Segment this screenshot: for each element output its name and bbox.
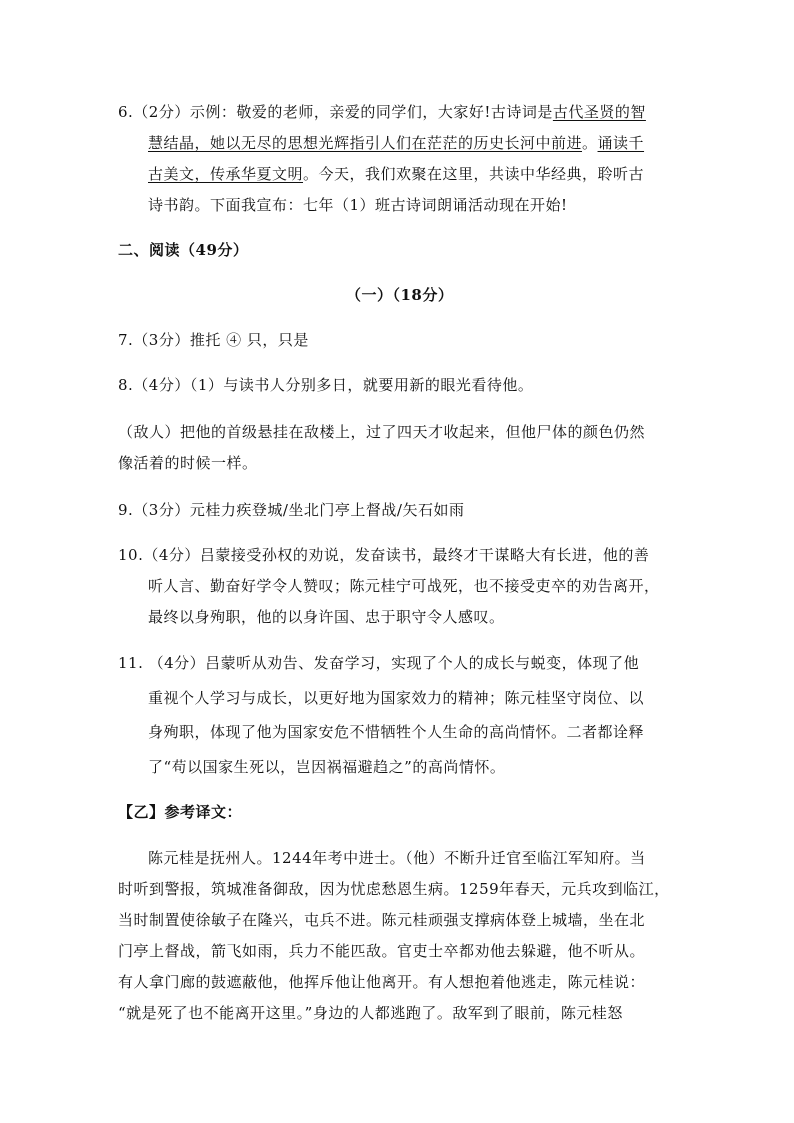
q7-answer: 7.（3分）推托 ④ 只，只是 [118,331,309,349]
q6-underlined-text: 古美文，传承华夏文明 [148,165,304,183]
yi-line: 有人拿门廊的鼓遮蔽他，他挥斥他让他离开。有人想抱着他逃走，陈元桂说： [118,973,646,991]
q8-line-3: 像活着的时候一样。 [118,454,258,472]
q11-line-2: 重视个人学习与成长，以更好地为国家效力的精神；陈元桂坚守岗位、以 [148,689,645,707]
q10-line-3: 最终以身殉职，他的以身许国、忠于职守令人感叹。 [148,608,505,626]
yi-line: 陈元桂是抚州人。1244年考中进士。（他）不断升迁官至临江军知府。当 [148,849,646,867]
q6-line-3 [148,164,644,184]
q6-text: 。 [582,134,598,152]
q6-text: 。今天，我们欢聚在这里，共读中华经典，聆听古 [303,165,645,183]
q11-line-4: 了“苟以国家生死以，岂因祸福避趋之”的高尚情怀。 [148,758,506,776]
q11-line-1: 11. （4分）吕蒙听从劝告、发奋学习，实现了个人的成长与蜕变，体现了他 [118,654,640,672]
yi-line: 当时制置使徐敏子在隆兴，屯兵不进。陈元桂顽强支撑病体登上城墙，坐在北 [118,911,646,929]
q6-underlined-text: 诵读千 [597,134,645,152]
yi-line: “就是死了也不能离开这里。”身边的人都逃跑了。敌军到了眼前，陈元桂怒 [118,1004,623,1022]
q8-line-2: （敌人）把他的首级悬挂在敌楼上，过了四天才收起来，但他尸体的颜色仍然 [118,423,646,441]
q10-line-1: 10.（4分）吕蒙接受孙权的劝说，发奋读书，最终才干谋略大有长进，他的善 [118,546,650,564]
q6-text: 6.（2分）示例：敬爱的老师，亲爱的同学们，大家好!古诗词是 [118,103,553,121]
yi-line: 时听到警报，筑城准备御敌，因为忧虑愁恩生病。1259年春天，元兵攻到临江， [118,880,670,898]
q6-line-1 [118,102,646,122]
yi-line: 门亭上督战，箭飞如雨，兵力不能匹敌。官吏士卒都劝他去躲避，他不听从。 [118,942,646,960]
q8-line-1: 8.（4分）（1）与读书人分别多日，就要用新的眼光看待他。 [118,376,534,394]
q6-line-2 [148,133,644,153]
yi-heading: 【乙】参考译文： [118,803,243,821]
q10-line-2: 听人言、勤奋好学令人赞叹；陈元桂宁可战死，也不接受吏卒的劝告离开， [148,577,660,595]
q6-underlined-text: 慧结晶，她以无尽的思想光辉指引人们在茫茫的历史长河中前进 [148,134,583,152]
section-title: 二、阅读（49分） [118,241,249,259]
q11-line-3: 身殉职，体现了他为国家安危不惜牺牲个人生命的高尚情怀。二者都诠释 [148,723,645,741]
q6-underlined-text: 古代圣贤的智 [552,103,646,121]
q9-answer: 9.（3分）元桂力疾登城/坐北门亭上督战/矢石如雨 [118,501,465,519]
part-title: （一）（18分） [346,286,454,304]
q6-line-4: 诗书韵。下面我宣布：七年（1）班古诗词朗诵活动现在开始! [148,196,568,214]
